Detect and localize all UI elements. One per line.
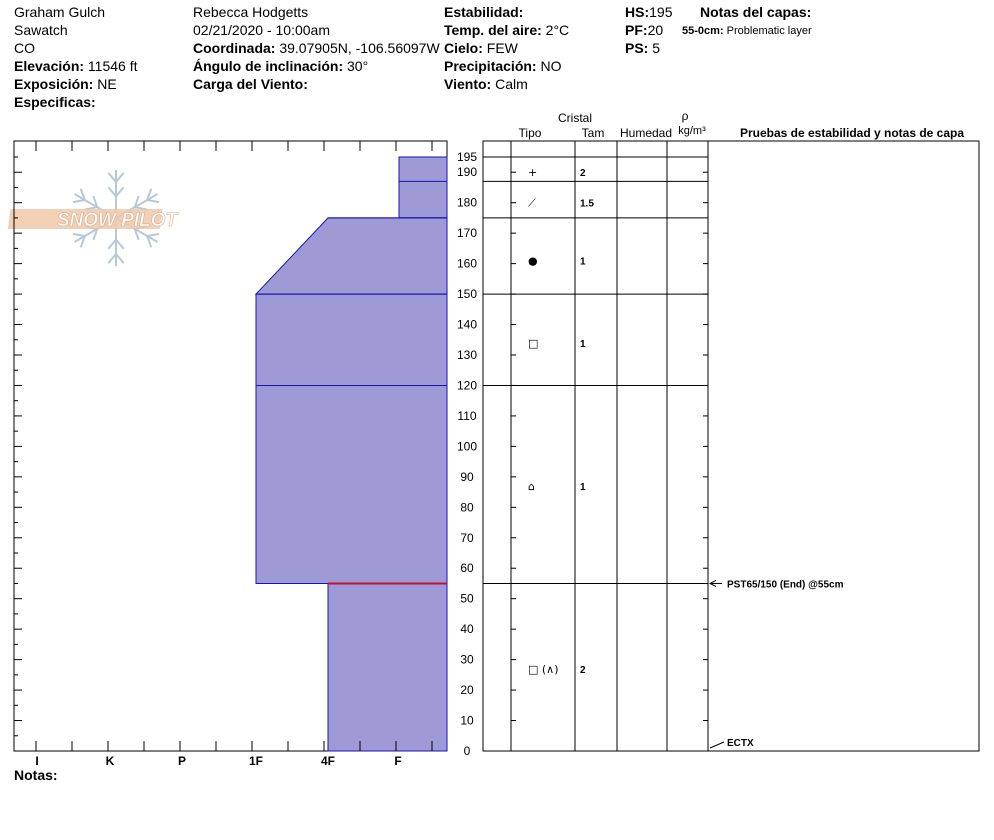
grain-symbol: ● xyxy=(528,254,538,268)
depth-tick-label: 170 xyxy=(456,226,478,241)
snowflake-branch xyxy=(135,207,147,209)
coordinate-label: Coordinada: xyxy=(193,40,276,56)
grain-table xyxy=(483,141,979,751)
snowflake-branch xyxy=(108,187,116,196)
hardness-tick-label: 1F xyxy=(248,754,264,768)
precip-label: Precipitación: xyxy=(444,58,537,74)
stability-test-label: ECTX xyxy=(727,738,754,749)
snowflake-branch xyxy=(116,254,124,263)
slope-label: Ángulo de inclinación: xyxy=(193,58,344,74)
snowflake-branch xyxy=(108,254,116,263)
depth-tick-label: 100 xyxy=(456,439,478,454)
state: CO xyxy=(14,40,35,56)
hardness-layer xyxy=(256,218,447,294)
snowflake-branch xyxy=(108,173,116,182)
depth-tick-label: 60 xyxy=(460,561,474,576)
air-temp-label: Temp. del aire: xyxy=(444,22,542,38)
header-rho: ρ xyxy=(681,109,689,123)
depth-tick-label: 80 xyxy=(460,500,474,515)
grain-symbol: + xyxy=(528,166,538,180)
notes-row xyxy=(14,766,58,784)
grain-symbol: □ (∧) xyxy=(528,662,559,676)
depth-tick-label: 120 xyxy=(456,378,478,393)
sky-label: Cielo: xyxy=(444,40,483,56)
hardness-layer xyxy=(328,583,447,751)
elevation-value: 11546 ft xyxy=(87,58,138,74)
snowflake-branch xyxy=(73,200,85,202)
grain-size: 2 xyxy=(580,664,586,676)
grain-symbol: ⌂ xyxy=(528,479,535,493)
depth-tick-label: 20 xyxy=(460,683,474,698)
depth-tick-label: 30 xyxy=(460,652,474,667)
wind-label: Viento: xyxy=(444,76,492,92)
depth-tick-label: 195 xyxy=(456,150,478,164)
snowflake-branch xyxy=(116,240,124,249)
notes-label: Notas: xyxy=(14,767,58,783)
specifics-label: Especificas: xyxy=(14,94,96,110)
hardness-tick-label: P xyxy=(177,754,187,768)
snowflake-branch xyxy=(116,173,124,182)
grain-symbol: ⟋ xyxy=(528,196,536,210)
snowflake-branch xyxy=(108,240,116,249)
header-tipo: Tipo xyxy=(518,126,542,140)
header-tam: Tam xyxy=(581,126,605,140)
snowflake-branch xyxy=(116,187,124,196)
wind-load-label: Carga del Viento: xyxy=(193,76,308,92)
depth-tick-label: 130 xyxy=(456,348,478,362)
pf-value: 20 xyxy=(647,22,664,38)
ps-value: 5 xyxy=(652,40,661,56)
grain-size: 1.5 xyxy=(580,198,594,210)
hardness-tick-label: 4F xyxy=(320,754,336,768)
depth-axis xyxy=(457,150,477,758)
sky-value: FEW xyxy=(486,40,518,56)
grain-table-frame xyxy=(483,141,979,751)
aspect-value: NE xyxy=(97,76,117,92)
depth-tick-label: 180 xyxy=(456,195,478,210)
layer-notes-text: Problematic layer xyxy=(726,25,812,37)
depth-tick-label: 40 xyxy=(460,622,474,637)
grain-size: 1 xyxy=(580,338,586,350)
depth-tick-label: 140 xyxy=(456,317,478,332)
header-humedad: Humedad xyxy=(619,126,673,140)
mountain-range: Sawatch xyxy=(14,22,68,38)
wind-value: Calm xyxy=(495,76,528,92)
layer-notes-range: 55-0cm: xyxy=(682,25,724,37)
ps-label: PS: xyxy=(625,40,649,56)
observer-name: Rebecca Hodgetts xyxy=(193,4,309,20)
header-density-unit: kg/m³ xyxy=(678,125,706,137)
depth-tick-label: 90 xyxy=(460,469,474,484)
snowflake-branch xyxy=(73,234,85,236)
grain-size: 1 xyxy=(580,481,586,493)
aspect-label: Exposición: xyxy=(14,76,94,92)
stability-test-label: PST65/150 (End) @55cm xyxy=(727,579,844,591)
depth-tick-label: 190 xyxy=(456,165,478,180)
pf-label: PF: xyxy=(625,22,648,38)
depth-tick-label: 0 xyxy=(463,744,471,758)
precip-value: NO xyxy=(540,58,562,74)
depth-tick-label: 110 xyxy=(457,408,477,423)
snowpilot-logo xyxy=(8,170,179,266)
tests-panel xyxy=(710,579,844,749)
hardness-tick-label: F xyxy=(394,754,402,768)
depth-tick-label: 70 xyxy=(460,530,474,545)
air-temp-value: 2°C xyxy=(545,22,570,38)
hs-label: HS: xyxy=(625,4,650,20)
snowflake-branch xyxy=(147,234,159,236)
slope-value: 30° xyxy=(347,58,369,74)
depth-tick-label: 10 xyxy=(460,713,474,728)
elevation-label: Elevación: xyxy=(14,58,85,74)
depth-tick-label: 160 xyxy=(456,256,478,271)
hardness-tick-label: K xyxy=(105,754,115,768)
coordinate-value: 39.07905N, -106.56097W xyxy=(279,40,440,56)
location-name: Graham Gulch xyxy=(14,4,106,20)
snowflake-branch xyxy=(85,207,97,209)
depth-tick-label: 50 xyxy=(460,591,474,606)
stability-label: Estabilidad: xyxy=(444,4,524,20)
hardness-tick-label: I xyxy=(35,754,39,768)
layer-notes-title-text: Notas del capas: xyxy=(700,4,812,20)
grain-size: 1 xyxy=(580,256,586,268)
snowflake-branch xyxy=(147,200,159,202)
logo-text: SNOW PILOT xyxy=(56,210,178,231)
grain-symbol: □ xyxy=(528,336,539,350)
header-cristal: Cristal xyxy=(557,111,593,125)
hardness-layer xyxy=(399,157,447,218)
hardness-layer xyxy=(256,294,447,583)
depth-tick-label: 150 xyxy=(456,287,478,302)
test-pointer xyxy=(710,742,724,748)
header-tests: Pruebas de estabilidad y notas de capa xyxy=(739,126,965,140)
hs-value: 195 xyxy=(649,4,673,20)
grain-size: 2 xyxy=(580,168,586,180)
observation-datetime: 02/21/2020 - 10:00am xyxy=(193,22,330,38)
